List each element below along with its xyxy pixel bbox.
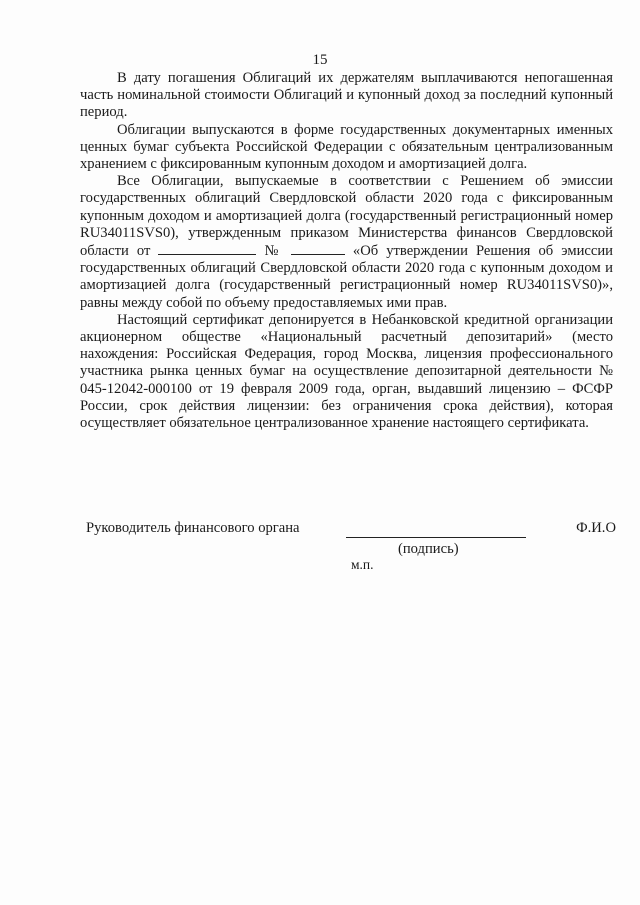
signature-line — [346, 537, 526, 538]
paragraph-bond-rights-part-a: Все Облигации, выпускаемые в соответствии с Решением об эмиссии государственных облигаций Свердловской области 2020 года с фиксированным купонным доходом и амортизацией долга (государственный регистрационный номер RU34011SVS0), утвержденным приказом Министерства финансов Свердловской области от — [80, 173, 613, 260]
order-date-blank — [158, 242, 256, 255]
paragraph-bond-rights-part-b: № — [256, 243, 291, 260]
signatory-name-placeholder: Ф.И.О — [576, 520, 616, 536]
signature-block — [86, 520, 616, 540]
paragraph-redemption: В дату погашения Облигаций их держателям выплачиваются непогашенная часть номинальной стоимости Облигаций и купонный доход за последний купонный период. — [80, 70, 613, 121]
signatory-role: Руководитель финансового органа — [86, 520, 300, 536]
stamp-place-label: м.п. — [351, 557, 374, 572]
signature-caption: (подпись) — [398, 541, 459, 557]
paragraph-bond-rights-part-c: «Об утверждении Решения об эмиссии государственных облигаций Свердловской области 2020 года с купонным доходом и амортизацией долга (государственный регистрационный номер RU34011SVS0)», равны между собой по объему предоставляемых ими прав. — [80, 243, 613, 311]
document-body — [80, 70, 613, 432]
paragraph-bond-form: Облигации выпускаются в форме государственных документарных именных ценных бумаг субъекта Российской Федерации с обязательным централизованным хранением с фиксированным купонным доходом и амортизацией долга. — [80, 121, 613, 173]
paragraph-depository: Настоящий сертификат депонируется в Небанковской кредитной организации акционерном обществе «Национальный расчетный депозитарий» (место нахождения: Российская Федерация, город Москва, лицензия профессионального участника рынка ценных бумаг на осуществление депозитарной деятельности № 045-12042-000100 от 19 февраля 2009 года, орган, выдавший лицензию – ФСФР России, срок действия лицензии: без ограничения срока действия), которая осуществляет обязательное централизованное хранение настоящего сертификата. — [80, 311, 613, 432]
paragraph-bond-rights — [80, 173, 613, 312]
order-number-blank — [291, 242, 345, 255]
page-number: 15 — [312, 52, 328, 68]
